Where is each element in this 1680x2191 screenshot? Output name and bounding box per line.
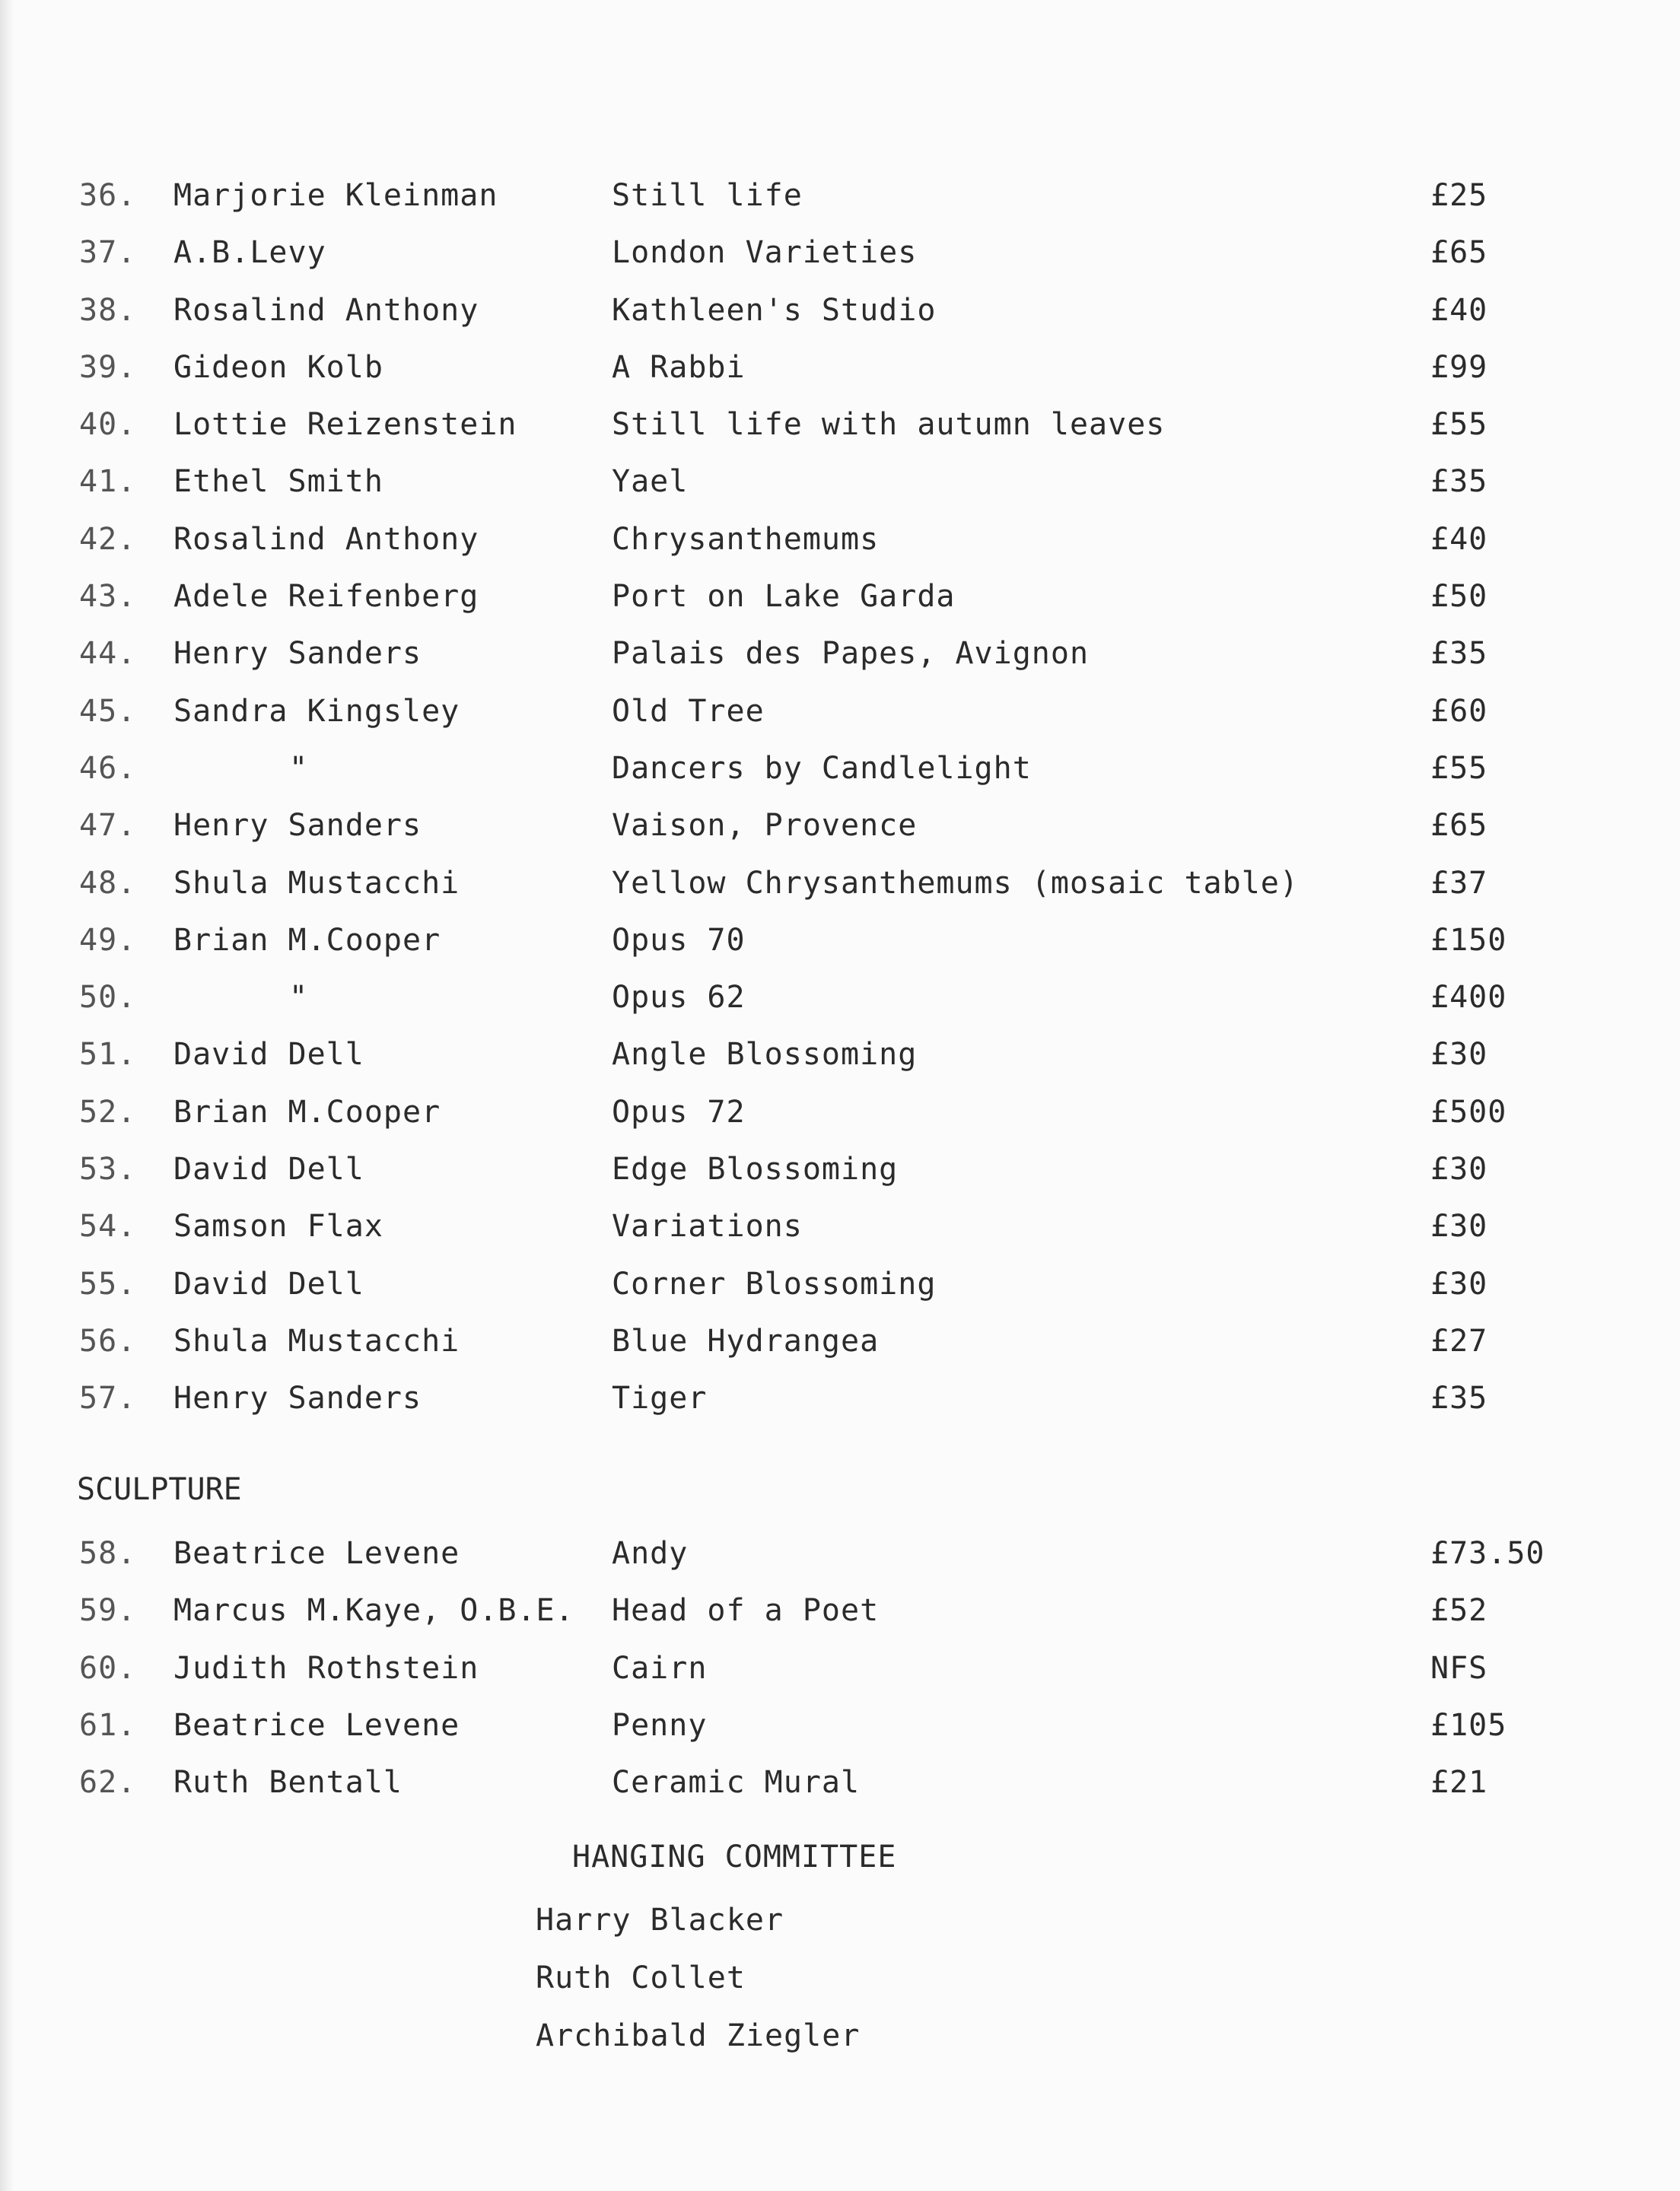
catalogue-entry [0,1084,1680,1141]
entry-title: London Varieties [612,235,918,271]
entry-artist: Rosalind Anthony [173,521,479,557]
entry-number: 55. [79,1266,137,1302]
entry-artist: David Dell [173,1266,364,1302]
entry-number: 39. [79,349,137,385]
entry-number: 53. [79,1152,137,1188]
entry-title: Penny [612,1707,708,1743]
entry-number: 48. [79,865,137,901]
entry-artist: Rosalind Anthony [173,292,479,328]
committee-member: Archibald Ziegler [536,2018,861,2053]
entry-title: Angle Blossoming [612,1037,918,1073]
entry-price: £35 [1430,464,1488,500]
catalogue-entry [0,912,1680,969]
entry-number: 43. [79,579,137,615]
catalogue-entry [0,167,1680,224]
entry-price: £400 [1430,980,1507,1016]
entry-title: Edge Blossoming [612,1152,899,1188]
entry-number: 59. [79,1593,137,1629]
entry-title: A Rabbi [612,349,746,385]
entry-price: £105 [1430,1707,1507,1743]
entry-title: Cairn [612,1650,708,1686]
catalogue-entry [0,1754,1680,1811]
entry-price: £30 [1430,1266,1488,1302]
entry-artist: " [289,980,309,1016]
entry-price: £40 [1430,521,1488,557]
entry-artist: Lottie Reizenstein [173,407,517,443]
entry-title: Opus 62 [612,980,746,1016]
entry-title: Old Tree [612,693,765,729]
entry-number: 51. [79,1037,137,1073]
entry-title: Palais des Papes, Avignon [612,636,1090,672]
entry-number: 49. [79,922,137,958]
catalogue-entry [0,683,1680,740]
catalogue-entry [0,1697,1680,1754]
entry-artist: Beatrice Levene [173,1707,460,1743]
catalogue-entry [0,453,1680,510]
entry-number: 36. [79,178,137,213]
entry-title: Yael [612,464,689,500]
catalogue-entry [0,625,1680,682]
entry-price: £30 [1430,1152,1488,1188]
catalogue-entry [0,224,1680,281]
entry-title: Still life [612,178,803,213]
entry-price: £21 [1430,1765,1488,1801]
entry-artist: Brian M.Cooper [173,1094,441,1130]
entry-title: Head of a Poet [612,1593,880,1629]
committee-list [536,1891,860,2065]
entry-artist: Brian M.Cooper [173,922,441,958]
entry-price: £35 [1430,1381,1488,1417]
catalogue-entry [0,1525,1680,1582]
catalogue-entry [0,855,1680,912]
entry-number: 52. [79,1094,137,1130]
committee-member: Ruth Collet [536,1960,746,1995]
entry-price: £35 [1430,636,1488,672]
entry-artist: Samson Flax [173,1209,383,1245]
entry-title: Ceramic Mural [612,1765,861,1801]
entry-title: Chrysanthemums [612,521,880,557]
entry-number: 42. [79,521,137,557]
entry-artist: Judith Rothstein [173,1650,479,1686]
entry-artist: Ruth Bentall [173,1765,402,1801]
entry-artist: Ethel Smith [173,464,383,500]
catalogue-entry [0,797,1680,854]
entry-title: Kathleen's Studio [612,292,937,328]
catalogue-entry [0,1313,1680,1370]
entry-artist: David Dell [173,1152,364,1188]
entry-number: 40. [79,407,137,443]
entry-number: 56. [79,1323,137,1359]
committee-member: Harry Blacker [536,1903,784,1938]
entry-number: 58. [79,1536,137,1571]
entry-artist: " [289,750,309,786]
catalogue-entry [0,1141,1680,1198]
entry-price: £150 [1430,922,1507,958]
entry-price: £55 [1430,750,1488,786]
entry-title: Corner Blossoming [612,1266,937,1302]
catalogue-entry [0,1198,1680,1255]
entry-number: 44. [79,636,137,672]
catalogue-entry [0,1256,1680,1313]
sculpture-list [0,1525,1680,1811]
entry-title: Andy [612,1536,689,1571]
entry-artist: Sandra Kingsley [173,693,460,729]
entry-price: £60 [1430,693,1488,729]
entry-artist: Gideon Kolb [173,349,383,385]
entry-number: 50. [79,980,137,1016]
entry-price: £52 [1430,1593,1488,1629]
entry-title: Tiger [612,1381,708,1417]
entry-artist: Henry Sanders [173,636,422,672]
entry-title: Still life with autumn leaves [612,407,1166,443]
entry-number: 45. [79,693,137,729]
catalogue-entry [0,1582,1680,1639]
entry-artist: Shula Mustacchi [173,865,460,901]
entry-price: £65 [1430,808,1488,844]
committee-heading: HANGING COMMITTEE [572,1840,897,1875]
entry-title: Vaison, Provence [612,808,918,844]
catalogue-entry [0,396,1680,453]
entry-title: Yellow Chrysanthemums (mosaic table) [612,865,1299,901]
entry-artist: Shula Mustacchi [173,1323,460,1359]
entry-artist: Marjorie Kleinman [173,178,498,213]
entry-price: £25 [1430,178,1488,213]
entry-artist: Henry Sanders [173,808,422,844]
catalogue-entry [0,740,1680,797]
entry-number: 60. [79,1650,137,1686]
entry-number: 38. [79,292,137,328]
entry-number: 47. [79,808,137,844]
entry-artist: David Dell [173,1037,364,1073]
entry-price: £40 [1430,292,1488,328]
entry-price: £27 [1430,1323,1488,1359]
entry-title: Blue Hydrangea [612,1323,880,1359]
entry-price: £73.50 [1430,1536,1545,1571]
entry-number: 54. [79,1209,137,1245]
entry-number: 46. [79,750,137,786]
entry-price: £65 [1430,235,1488,271]
entry-title: Opus 72 [612,1094,746,1130]
catalogue-entry [0,1640,1680,1697]
entry-title: Variations [612,1209,803,1245]
entry-number: 61. [79,1707,137,1743]
catalogue-entry [0,339,1680,396]
paintings-list [0,167,1680,1428]
catalogue-entry [0,511,1680,568]
entry-artist: Henry Sanders [173,1381,422,1417]
catalogue-entry [0,969,1680,1026]
entry-price: £500 [1430,1094,1507,1130]
section-heading-sculpture: SCULPTURE [77,1472,242,1507]
catalogue-entry [0,1026,1680,1083]
catalogue-entry [0,1370,1680,1427]
entry-title: Port on Lake Garda [612,579,956,615]
catalogue-entry [0,568,1680,625]
entry-price: £50 [1430,579,1488,615]
entry-title: Dancers by Candlelight [612,750,1032,786]
entry-number: 62. [79,1765,137,1801]
entry-artist: Beatrice Levene [173,1536,460,1571]
entry-number: 57. [79,1381,137,1417]
entry-price: £55 [1430,407,1488,443]
entry-number: 37. [79,235,137,271]
catalogue-entry [0,282,1680,339]
entry-artist: Adele Reifenberg [173,579,479,615]
entry-price: £99 [1430,349,1488,385]
entry-title: Opus 70 [612,922,746,958]
entry-artist: A.B.Levy [173,235,326,271]
entry-price: £37 [1430,865,1488,901]
entry-price: £30 [1430,1209,1488,1245]
entry-artist: Marcus M.Kaye, O.B.E. [173,1593,574,1629]
entry-price: NFS [1430,1650,1488,1686]
entry-price: £30 [1430,1037,1488,1073]
entry-number: 41. [79,464,137,500]
